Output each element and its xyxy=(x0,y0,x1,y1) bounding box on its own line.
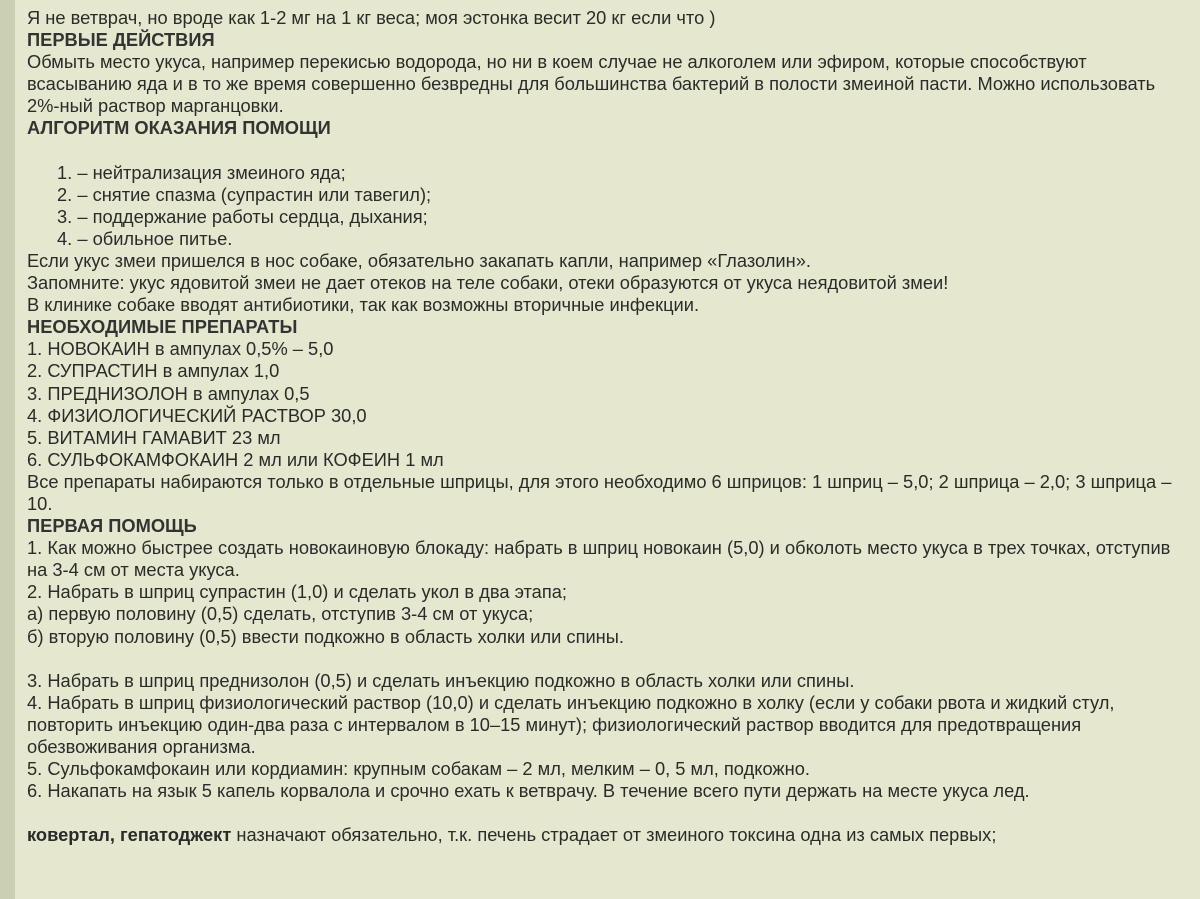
post-content xyxy=(27,7,1192,846)
drug-item: 5. ВИТАМИН ГАМАВИТ 23 мл xyxy=(27,426,281,448)
first-aid-step-2b: б) вторую половину (0,5) ввести подкожно в область холки или спины. xyxy=(27,625,624,647)
heading-drugs: НЕОБХОДИМЫЕ ПРЕПАРАТЫ xyxy=(27,316,298,338)
algorithm-list xyxy=(27,162,1192,250)
first-aid-step-2: 2. Набрать в шприц супрастин (1,0) и сделать укол в два этапа; xyxy=(27,581,567,603)
list-item: 4. – обильное питье. xyxy=(57,227,233,249)
algorithm-note: Если укус змеи пришелся в нос собаке, обязательно закапать капли, например «Глазолин». xyxy=(27,249,811,271)
heading-first-aid: ПЕРВАЯ ПОМОЩЬ xyxy=(27,515,197,537)
first-aid-step-3: 3. Набрать в шприц преднизолон (0,5) и сделать инъекцию подкожно в область холки или спины. xyxy=(27,669,855,691)
drug-item: 2. СУПРАСТИН в ампулах 1,0 xyxy=(27,360,280,382)
intro-text: Я не ветврач, но вроде как 1-2 мг на 1 кг веса; моя эстонка весит 20 кг если что ) xyxy=(27,7,716,28)
first-aid-step-2a: а) первую половину (0,5) сделать, отступив 3-4 см от укуса; xyxy=(27,603,534,625)
drugs-note: Все препараты набираются только в отдельные шприцы, для этого необходимо 6 шприцов: 1 шприц – 5,0; 2 шприца – 2,0; 3 шприца – 10. xyxy=(27,470,1172,514)
first-aid-step-4: 4. Набрать в шприц физиологический раствор (10,0) и сделать инъекцию подкожно в холку (если у собаки рвота и жидкий стул, повторить инъекцию один-два раза с интервалом в 10–15 минут); физиологический раствор вводится для предотвращения обезвоживания организма. xyxy=(27,691,1115,757)
heading-algorithm: АЛГОРИТМ ОКАЗАНИЯ ПОМОЩИ xyxy=(27,117,331,139)
final-note-text: назначают обязательно, т.к. печень страдает от змеиного токсина одна из самых первых; xyxy=(231,824,997,846)
first-aid-step-5: 5. Сульфокамфокаин или кордиамин: крупным собакам – 2 мл, мелким – 0, 5 мл, подкожно. xyxy=(27,758,810,779)
first-aid-step-1: 1. Как можно быстрее создать новокаиновую блокаду: набрать в шприц новокаин (5,0) и обколоть место укуса в трех точках, отступив на 3-4 см от места укуса. xyxy=(27,537,1171,581)
spacer xyxy=(27,648,1192,670)
algorithm-note: Запомните: укус ядовитой змеи не дает отеков на теле собаки, отеки образуются от укуса неядовитой змеи! xyxy=(27,272,949,294)
drug-item: 4. ФИЗИОЛОГИЧЕСКИЙ РАСТВОР 30,0 xyxy=(27,404,367,426)
drug-item: 3. ПРЕДНИЗОЛОН в ампулах 0,5 xyxy=(27,382,310,404)
spacer xyxy=(27,802,1192,824)
list-item: 2. – снятие спазма (супрастин или тавегил); xyxy=(57,183,432,205)
list-item: 3. – поддержание работы сердца, дыхания; xyxy=(57,205,428,227)
algorithm-note: В клинике собаке вводят антибиотики, так как возможны вторичные инфекции. xyxy=(27,294,700,316)
list-item: 1. – нейтрализация змеиного яда; xyxy=(57,161,346,183)
final-note xyxy=(27,824,1192,846)
drug-item: 1. НОВОКАИН в ампулах 0,5% – 5,0 xyxy=(27,338,334,360)
left-border xyxy=(0,0,15,899)
first-actions-text: Обмыть место укуса, например перекисью водорода, но ни в коем случае не алкоголем или эфиром, которые способствуют всасыванию яда и в то же время совершенно безвредны для большинства бактерий в полости змеиной пасти. Можно использовать 2%-ный раствор марганцовки. xyxy=(27,51,1156,117)
heading-first-actions: ПЕРВЫЕ ДЕЙСТВИЯ xyxy=(27,29,215,51)
final-note-bold: ковертал, гепатоджект xyxy=(27,824,232,846)
drug-item: 6. СУЛЬФОКАМФОКАИН 2 мл или КОФЕИН 1 мл xyxy=(27,448,444,470)
first-aid-step-6: 6. Накапать на язык 5 капель корвалола и срочно ехать к ветврачу. В течение всего пути держать на месте укуса лед. xyxy=(27,780,1030,802)
